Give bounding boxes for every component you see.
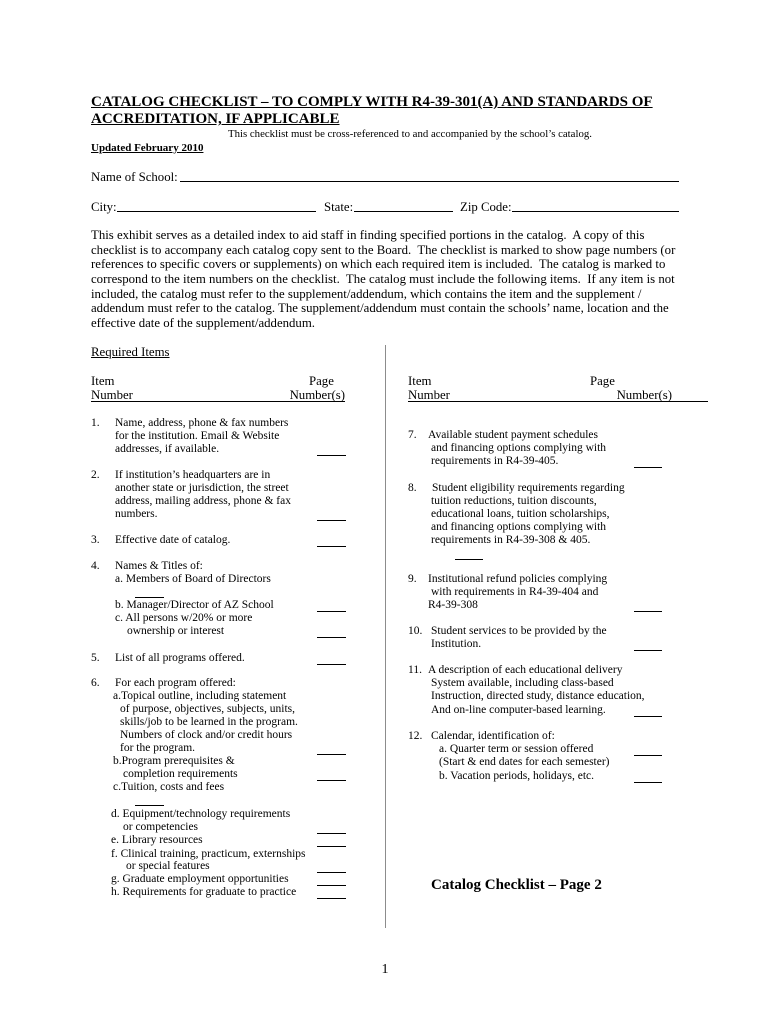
- item-number: 8.: [408, 482, 417, 494]
- item-line: ownership or interest: [127, 625, 225, 637]
- left-header-number-row: [91, 388, 345, 402]
- document-title-line-2: ACCREDITATION, IF APPLICABLE: [91, 111, 340, 127]
- page-number-blank[interactable]: [317, 898, 346, 899]
- item-line: a. Members of Board of Directors: [115, 573, 271, 585]
- page-2-label: Catalog Checklist – Page 2: [431, 877, 602, 893]
- item-line: a. Quarter term or session offered: [439, 743, 594, 755]
- item-line: b. Vacation periods, holidays, etc.: [439, 770, 595, 782]
- item-line: e. Library resources: [111, 834, 203, 846]
- item-line: for the institution. Email & Website: [115, 430, 280, 442]
- item-line: System available, including class-based: [431, 677, 614, 689]
- left-header-number: Number: [91, 388, 133, 402]
- intro-line: included, the catalog must refer to the supplement/addendum, which contains the item and the supplement /: [91, 286, 642, 301]
- item-number: 12.: [408, 730, 423, 742]
- right-header-numbers: Number(s): [616, 388, 672, 402]
- item-number: 6.: [91, 677, 100, 689]
- right-header-number: Number: [408, 388, 450, 402]
- item-number: 5.: [91, 652, 100, 664]
- page-number-blank[interactable]: [634, 782, 662, 783]
- item-number: 9.: [408, 573, 417, 585]
- item-line: A description of each educational delivery: [428, 664, 623, 676]
- intro-line: correspond to the item numbers on the checklist. The catalog must include the following items. If any item is not: [91, 272, 675, 287]
- item-line: R4-39-308: [428, 599, 478, 611]
- item-line: If institution’s headquarters are in: [115, 469, 271, 481]
- page-number-blank[interactable]: [317, 611, 346, 612]
- item-number: 7.: [408, 429, 417, 441]
- item-number: 3.: [91, 534, 100, 546]
- item-line: or competencies: [123, 821, 199, 833]
- item-line: completion requirements: [123, 768, 238, 780]
- intro-line: addendum must refer to the catalog. The supplement/addendum must contain the schools’ name, location and the: [91, 301, 669, 316]
- school-name-label: Name of School:: [91, 170, 178, 184]
- item-number: 10.: [408, 625, 423, 637]
- item-line: Numbers of clock and/or credit hours: [120, 729, 293, 741]
- page-number-blank[interactable]: [317, 664, 346, 665]
- item-line: c. All persons w/20% or more: [115, 612, 253, 624]
- intro-line: effective date of the supplement/addendum.: [91, 316, 315, 331]
- zip-field[interactable]: [512, 211, 679, 212]
- page-number-blank[interactable]: [317, 885, 346, 886]
- page-number-blank[interactable]: [317, 846, 346, 847]
- item-line: numbers.: [115, 508, 158, 520]
- item-line: tuition reductions, tuition discounts,: [431, 495, 597, 507]
- item-line: with requirements in R4-39-404 and: [431, 586, 599, 598]
- item-line: and financing options complying with: [431, 442, 607, 454]
- intro-line: checklist is to accompany each catalog copy sent to the Board. The checklist is marked to show page numbers (or: [91, 242, 676, 257]
- page-number-blank[interactable]: [317, 520, 346, 521]
- zip-label: Zip Code:: [460, 200, 512, 214]
- city-field[interactable]: [117, 211, 316, 212]
- item-line: Effective date of catalog.: [115, 534, 231, 546]
- item-line: Name, address, phone & fax numbers: [115, 417, 289, 429]
- right-header-page: Page: [590, 374, 615, 388]
- left-header-numbers: Number(s): [289, 388, 345, 402]
- page-number-blank[interactable]: [317, 780, 346, 781]
- left-header-page: Page: [309, 374, 334, 388]
- item-line: Calendar, identification of:: [431, 730, 555, 742]
- state-label: State:: [324, 200, 354, 214]
- item-line: Available student payment schedules: [428, 429, 599, 441]
- item-line: b. Manager/Director of AZ School: [115, 599, 274, 611]
- page-number-blank[interactable]: [317, 754, 346, 755]
- updated-date: Updated February 2010: [91, 142, 204, 154]
- item-line: another state or jurisdiction, the street: [115, 482, 289, 494]
- item-line: address, mailing address, phone & fax: [115, 495, 291, 507]
- right-header-number-row: [408, 388, 708, 402]
- city-label: City:: [91, 200, 117, 214]
- document-title-line-1: CATALOG CHECKLIST – TO COMPLY WITH R4-39-301(A) AND STANDARDS OF: [91, 94, 653, 110]
- item-line: f. Clinical training, practicum, externships: [111, 848, 306, 860]
- item-line: skills/job to be learned in the program.: [120, 716, 298, 728]
- page-number-blank[interactable]: [634, 755, 662, 756]
- page-number-blank[interactable]: [634, 650, 662, 651]
- page-number-blank[interactable]: [317, 833, 346, 834]
- item-line: requirements in R4-39-405.: [431, 455, 559, 467]
- item-line: Institutional refund policies complying: [428, 573, 608, 585]
- item-line: requirements in R4-39-308 & 405.: [431, 534, 591, 546]
- school-name-field[interactable]: [180, 181, 679, 182]
- item-line: educational loans, tuition scholarships,: [431, 508, 610, 520]
- item-number: 2.: [91, 469, 100, 481]
- item-line: For each program offered:: [115, 677, 236, 689]
- page-number-blank[interactable]: [317, 637, 346, 638]
- item-line: and financing options complying with: [431, 521, 607, 533]
- item-line: a.Topical outline, including statement: [113, 690, 287, 702]
- page-number-blank[interactable]: [455, 559, 483, 560]
- item-line: of purpose, objectives, subjects, units,: [120, 703, 296, 715]
- page-number: 1: [381, 962, 389, 977]
- column-divider: [385, 345, 386, 928]
- item-line: h. Requirements for graduate to practice: [111, 886, 297, 898]
- page-number-blank[interactable]: [135, 597, 164, 598]
- item-line: List of all programs offered.: [115, 652, 245, 664]
- item-line: Instruction, directed study, distance education,: [431, 690, 645, 702]
- item-line: Names & Titles of:: [115, 560, 203, 572]
- left-header-item: Item: [91, 374, 115, 388]
- item-line: Institution.: [431, 638, 482, 650]
- state-field[interactable]: [354, 211, 453, 212]
- intro-line: references to specific covers or supplements) on which each required item is included. The catalog is marked to: [91, 257, 666, 272]
- item-line: Student services to be provided by the: [431, 625, 607, 637]
- page-number-blank[interactable]: [135, 805, 164, 806]
- item-line: d. Equipment/technology requirements: [111, 808, 291, 820]
- page-number-blank[interactable]: [634, 716, 662, 717]
- item-line: g. Graduate employment opportunities: [111, 873, 289, 885]
- item-line: c.Tuition, costs and fees: [113, 781, 225, 793]
- item-line: for the program.: [120, 742, 196, 754]
- intro-line: This exhibit serves as a detailed index to aid staff in finding specified portions in the catalog. A copy of this: [91, 228, 645, 242]
- right-header-item: Item: [408, 374, 432, 388]
- page-number-blank[interactable]: [634, 467, 662, 468]
- page-number-blank[interactable]: [317, 546, 346, 547]
- page-number-blank[interactable]: [634, 611, 662, 612]
- item-line: (Start & end dates for each semester): [439, 756, 610, 768]
- item-line: or special features: [126, 860, 210, 872]
- item-line: addresses, if available.: [115, 443, 220, 455]
- item-number: 4.: [91, 560, 100, 572]
- document-subtitle: This checklist must be cross-referenced to and accompanied by the school’s catalog.: [228, 128, 592, 140]
- intro-paragraph: [91, 228, 675, 331]
- item-line: b.Program prerequisites &: [113, 755, 235, 767]
- required-items-heading: Required Items: [91, 345, 170, 359]
- item-number: 1.: [91, 417, 100, 429]
- page-number-blank[interactable]: [317, 455, 346, 456]
- item-line: Student eligibility requirements regarding: [432, 482, 625, 494]
- item-number: 11.: [408, 664, 422, 676]
- item-line: And on-line computer-based learning.: [431, 704, 606, 716]
- page-number-blank[interactable]: [317, 872, 346, 873]
